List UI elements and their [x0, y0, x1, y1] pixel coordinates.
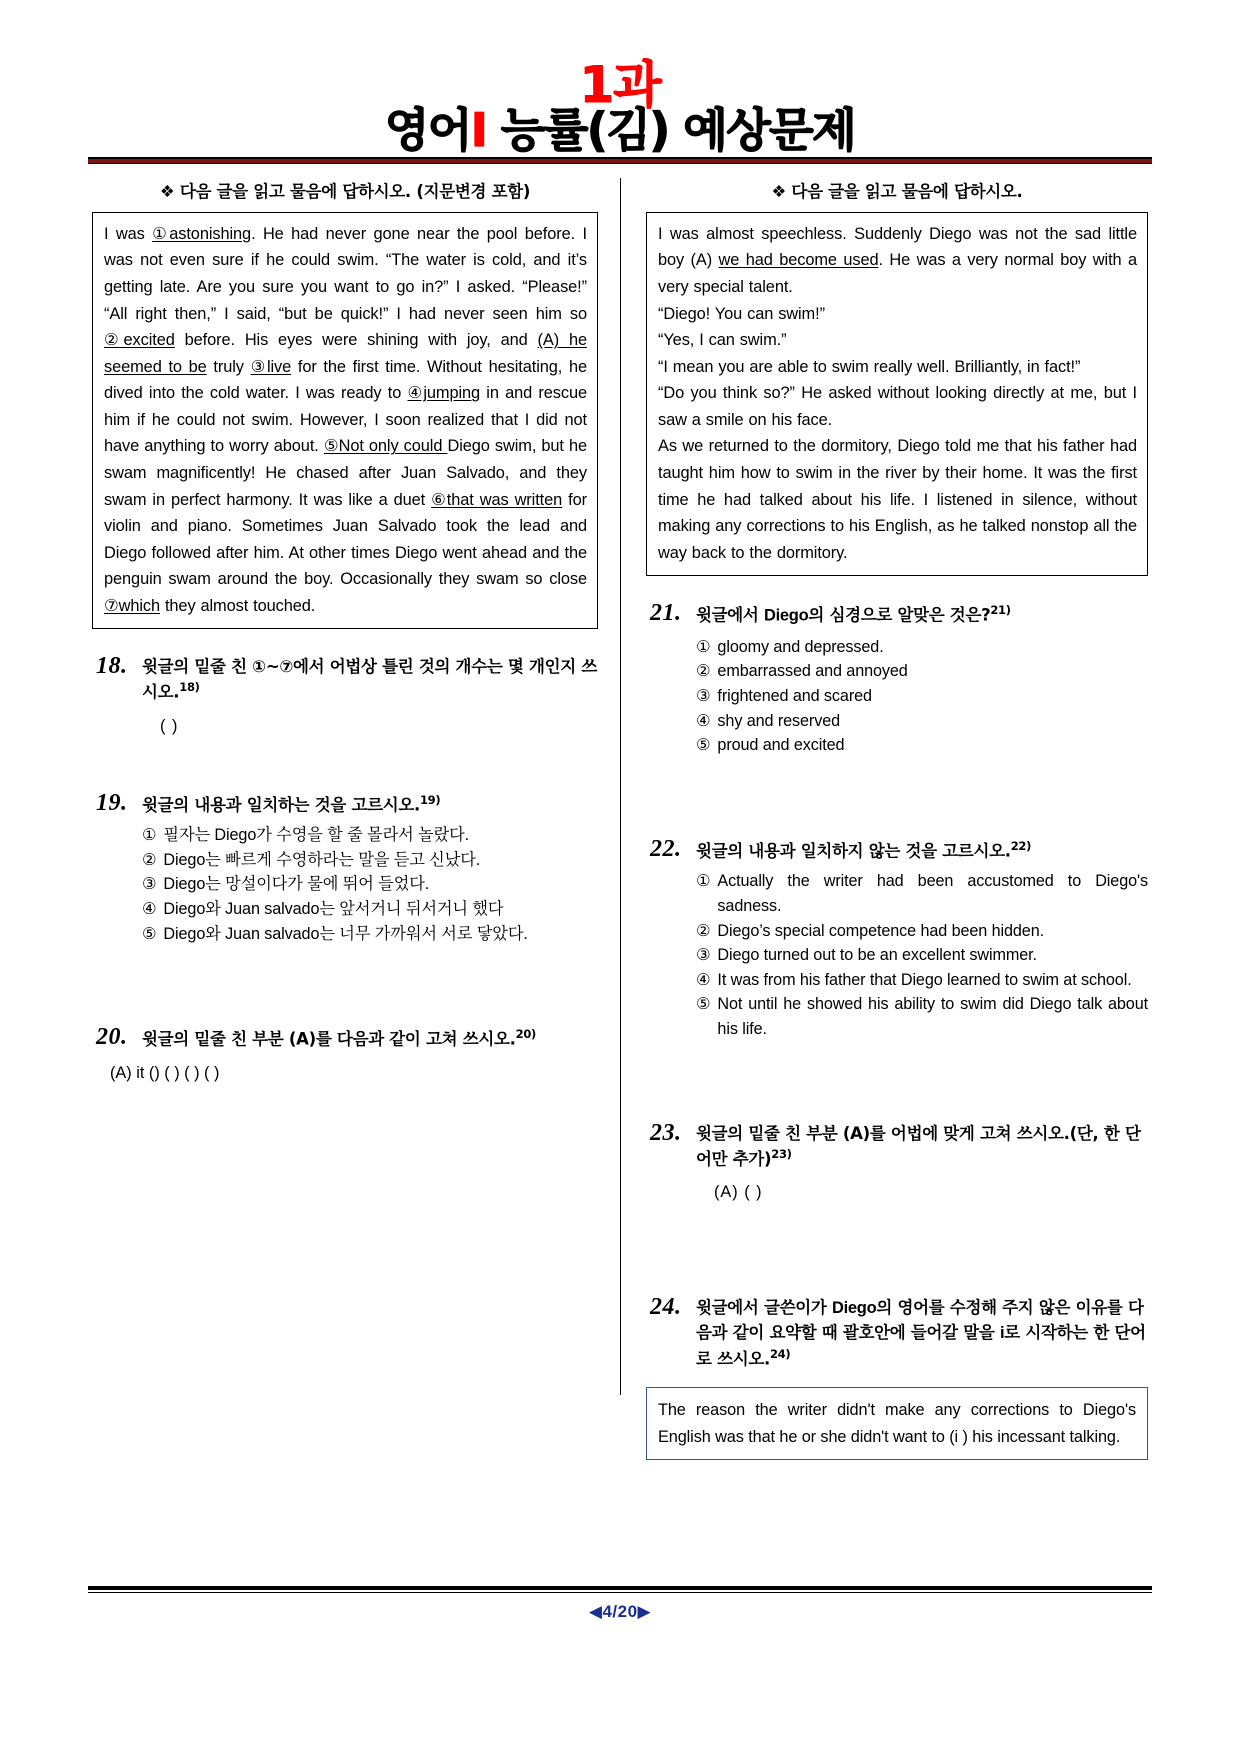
footer-divider-thick	[88, 1586, 1152, 1590]
question-18-stem: 윗글의 밑줄 친 ①~⑦에서 어법상 틀린 것의 개수는 몇 개인지 쓰시오.$^{18)}$	[142, 657, 598, 702]
question-19-footnote: 19)	[419, 792, 441, 807]
choice-marker: ③	[142, 875, 157, 894]
choice-label: Not until he showed his ability to swim did Diego talk about his life.	[717, 995, 1148, 1039]
two-column-body	[88, 174, 1152, 1446]
choice-item[interactable]	[142, 922, 598, 947]
choice-marker: ③	[696, 686, 711, 705]
choice-item[interactable]	[696, 635, 1148, 660]
choice-marker: ⑤	[696, 736, 711, 755]
page-header	[88, 56, 1152, 164]
page-title	[88, 102, 1152, 157]
left-passage-box	[92, 212, 598, 630]
underline-item-A: (A) he seemed to be	[104, 331, 587, 376]
spacer	[646, 1256, 1148, 1270]
underline-item-5: ⑤Not only could	[323, 437, 448, 456]
question-22	[646, 835, 1148, 1042]
question-21-subject-name: Diego	[764, 606, 809, 625]
answer-blank-parts: ) ( ) ( ) ( )	[154, 1063, 220, 1082]
choice-marker: ①	[696, 872, 711, 891]
choice-label: proud and excited	[717, 736, 845, 755]
underline-item-3: ③live	[250, 357, 292, 376]
choice-marker: ④	[696, 970, 711, 989]
page-number[interactable]: ◀4/20▶	[588, 1602, 652, 1621]
title-roman-numeral: I	[470, 102, 487, 157]
choice-label: 필자는 Diego가 수영을 할 줄 몰라서 놀랐다.	[163, 826, 470, 845]
choice-item[interactable]	[142, 872, 598, 897]
question-22-number: 22.	[650, 835, 682, 862]
question-23-footnote: 23)	[771, 1146, 792, 1161]
left-column	[88, 174, 620, 1439]
question-20-footnote: 20)	[515, 1027, 536, 1042]
choice-item[interactable]	[696, 968, 1148, 993]
choice-item[interactable]	[696, 733, 1148, 758]
question-21-stem: 윗글에서 Diego의 심경으로 알맞은 것은?$^{21)}$	[696, 603, 1011, 625]
choice-label: Diego’s special competence had been hidden.	[717, 921, 1045, 940]
right-column	[620, 174, 1152, 1446]
choice-item[interactable]	[696, 919, 1148, 944]
choice-marker: ①	[142, 826, 157, 845]
question-24-number: 24.	[650, 1294, 682, 1320]
right-passage-para-1: I was almost speechless. Suddenly Diego was not the sad little boy (A) we had become used. He was a very normal boy with a very special talent.	[658, 224, 1138, 296]
choice-marker: ⑤	[696, 995, 711, 1014]
choice-label: Diego는 망설이다가 물에 뛰어 들었다.	[163, 875, 430, 894]
spacer	[646, 1042, 1148, 1096]
question-20-number: 20.	[96, 1024, 128, 1051]
question-20-stem: 윗글의 밑줄 친 부분 (A)를 다음과 같이 고쳐 쓰시오.$^{20)}$	[142, 1027, 536, 1049]
question-24	[646, 1296, 1148, 1371]
question-24-letter-hint: i	[999, 1323, 1005, 1342]
choice-item[interactable]	[142, 848, 598, 873]
underline-item-A: we had become used	[718, 251, 879, 270]
underline-item-1: ①astonishing	[152, 224, 252, 243]
spacer	[92, 946, 598, 1000]
question-18-footnote: 18)	[179, 680, 200, 695]
right-passage-para-3: “Yes, I can swim.”	[658, 331, 787, 350]
underline-item-6: ⑥that was written	[431, 490, 563, 509]
choice-marker: ②	[696, 921, 711, 940]
choice-item[interactable]	[696, 869, 1148, 918]
question-23-number: 23.	[650, 1119, 682, 1146]
summary-text: The reason the writer didn't make any corrections to Diego's English was that he or she didn't want to (i	[658, 1401, 1136, 1446]
choice-item[interactable]	[142, 823, 598, 848]
underline-item-4: ④jumping	[407, 384, 481, 403]
choice-marker: ①	[696, 637, 711, 656]
choice-label: It was from his father that Diego learned to swim at school.	[717, 970, 1132, 989]
choice-marker: ②	[142, 850, 157, 869]
choice-item[interactable]	[696, 684, 1148, 709]
left-passage-text: I was ①astonishing. He had never gone near the pool before. I was not even sure if he could swim. “The water is cold, and it’s getting late. Are you sure you want to go in?” I asked. “Please!” “All right then,” I said, “but be quick!” I had never seen him so ②excited before. His eyes were shining with joy, and (A) he seemed to be truly ③live for the first time. Without hesitating, he dived into the cold water. I was ready to ④jumping in and rescue him if he could not swim. However, I soon realized that I did not have anything to worry about. ⑤Not only could Diego swim, but he swam magnificently! He chased after Juan Salvado, and they swam in perfect harmony. It was like a duet ⑥that was written for violin and piano. Sometimes Juan Salvado took the lead and Diego followed after him. At other times Diego went ahead and the penguin swam around the boy. Occasionally they swam so close ⑦which they almost touched.	[104, 224, 588, 615]
question-19-stem: 윗글의 내용과 일치하는 것을 고르시오.$^{19)}$	[142, 792, 441, 815]
question-24-subject-name: Diego	[832, 1299, 877, 1317]
question-20	[92, 1026, 598, 1051]
choice-marker: ④	[142, 900, 157, 919]
question-18-number: 18.	[96, 653, 128, 680]
question-19-choices	[142, 823, 598, 946]
right-passage-para-6: As we returned to the dormitory, Diego told me that his father had taught him how to swim in the river by their home. It was the first time he had talked about his life. I listened in silence, without making any corrections to his English, as he talked nonstop all the way back to the dormitory.	[658, 437, 1137, 562]
title-divider	[88, 157, 1152, 164]
choice-label: Diego turned out to be an excellent swimmer.	[717, 946, 1037, 965]
question-24-stem: 윗글에서 글쓴이가 Diego의 영어를 수정해 주지 않은 이유를 다음과 같이 요약할 때 괄호안에 들어갈 말을 i로 시작하는 한 단어로 쓰시오.$^{24)}$	[696, 1298, 1146, 1369]
choice-item[interactable]	[696, 943, 1148, 968]
choice-label: Diego는 빠르게 수영하라는 말을 듣고 신났다.	[163, 850, 481, 869]
question-18	[92, 655, 598, 735]
question-19	[92, 789, 598, 947]
choice-item[interactable]	[142, 897, 598, 922]
choice-label: Diego와 Juan salvado는 너무 가까워서 서로 닿았다.	[163, 924, 528, 943]
question-21	[646, 602, 1148, 758]
summary-blank[interactable]: ) his incessant talking.	[958, 1427, 1121, 1446]
title-suffix: 능률(김) 예상문제	[486, 102, 856, 157]
question-23	[646, 1119, 1148, 1202]
right-instruction: ❖ 다음 글을 읽고 물음에 답하시오.	[771, 181, 1023, 201]
spacer	[646, 1202, 1148, 1256]
choice-label: frightened and scared	[717, 686, 872, 705]
choice-item[interactable]	[696, 659, 1148, 684]
spacer	[92, 736, 598, 766]
choice-marker: ③	[696, 946, 711, 965]
choice-label: Actually the writer had been accustomed to Diego's sadness.	[717, 872, 1148, 915]
question-24-summary-box	[646, 1387, 1148, 1460]
question-20-answer-blanks[interactable]	[110, 1064, 598, 1083]
question-23-answer-blank[interactable]: (A) ( )	[714, 1183, 763, 1201]
question-21-footnote: 21)	[990, 603, 1011, 618]
choice-label: Diego와 Juan salvado는 앞서거니 뒤서거니 했다	[163, 900, 504, 919]
choice-marker: ④	[696, 711, 711, 730]
spacer	[646, 758, 1148, 812]
choice-label: shy and reserved	[717, 711, 840, 730]
title-prefix: 영어	[384, 102, 471, 157]
right-passage-para-5: “Do you think so?” He asked without looking directly at me, but I saw a smile on his face.	[658, 384, 1137, 429]
choice-item[interactable]	[696, 709, 1148, 734]
question-18-answer-blank[interactable]: ( )	[160, 716, 179, 735]
question-19-number: 19.	[96, 789, 128, 816]
lesson-tag: 1과	[579, 56, 661, 114]
underline-item-2: ②excited	[104, 331, 175, 350]
underline-item-7: ⑦which	[104, 596, 160, 615]
left-instruction: ❖ 다음 글을 읽고 물음에 답하시오. (지문변경 포함)	[159, 181, 531, 201]
question-24-footnote: 24)	[769, 1346, 791, 1361]
choice-label: embarrassed and annoyed	[717, 662, 908, 681]
question-22-stem: 윗글의 내용과 일치하지 않는 것을 고르시오.$^{22)}$	[696, 838, 1032, 861]
question-21-number: 21.	[650, 600, 682, 627]
answer-prefix: (A) it (	[110, 1063, 155, 1082]
choice-marker: ⑤	[142, 924, 157, 943]
page-footer	[88, 1586, 1152, 1622]
question-22-footnote: 22)	[1010, 838, 1032, 853]
choice-marker: ②	[696, 662, 711, 681]
question-23-stem: 윗글의 밑줄 친 부분 (A)를 어법에 맞게 고쳐 쓰시오.(단, 한 단어만 추가)$^{23)}$	[696, 1123, 1141, 1169]
right-passage-para-4: “I mean you are able to swim really well. Brilliantly, in fact!”	[658, 357, 1081, 376]
question-21-choices	[696, 635, 1148, 758]
question-22-choices	[696, 869, 1148, 1041]
right-passage-para-2: “Diego! You can swim!”	[658, 304, 825, 323]
choice-item[interactable]	[696, 992, 1148, 1041]
choice-label: gloomy and depressed.	[717, 637, 884, 656]
right-passage-box	[646, 212, 1148, 577]
